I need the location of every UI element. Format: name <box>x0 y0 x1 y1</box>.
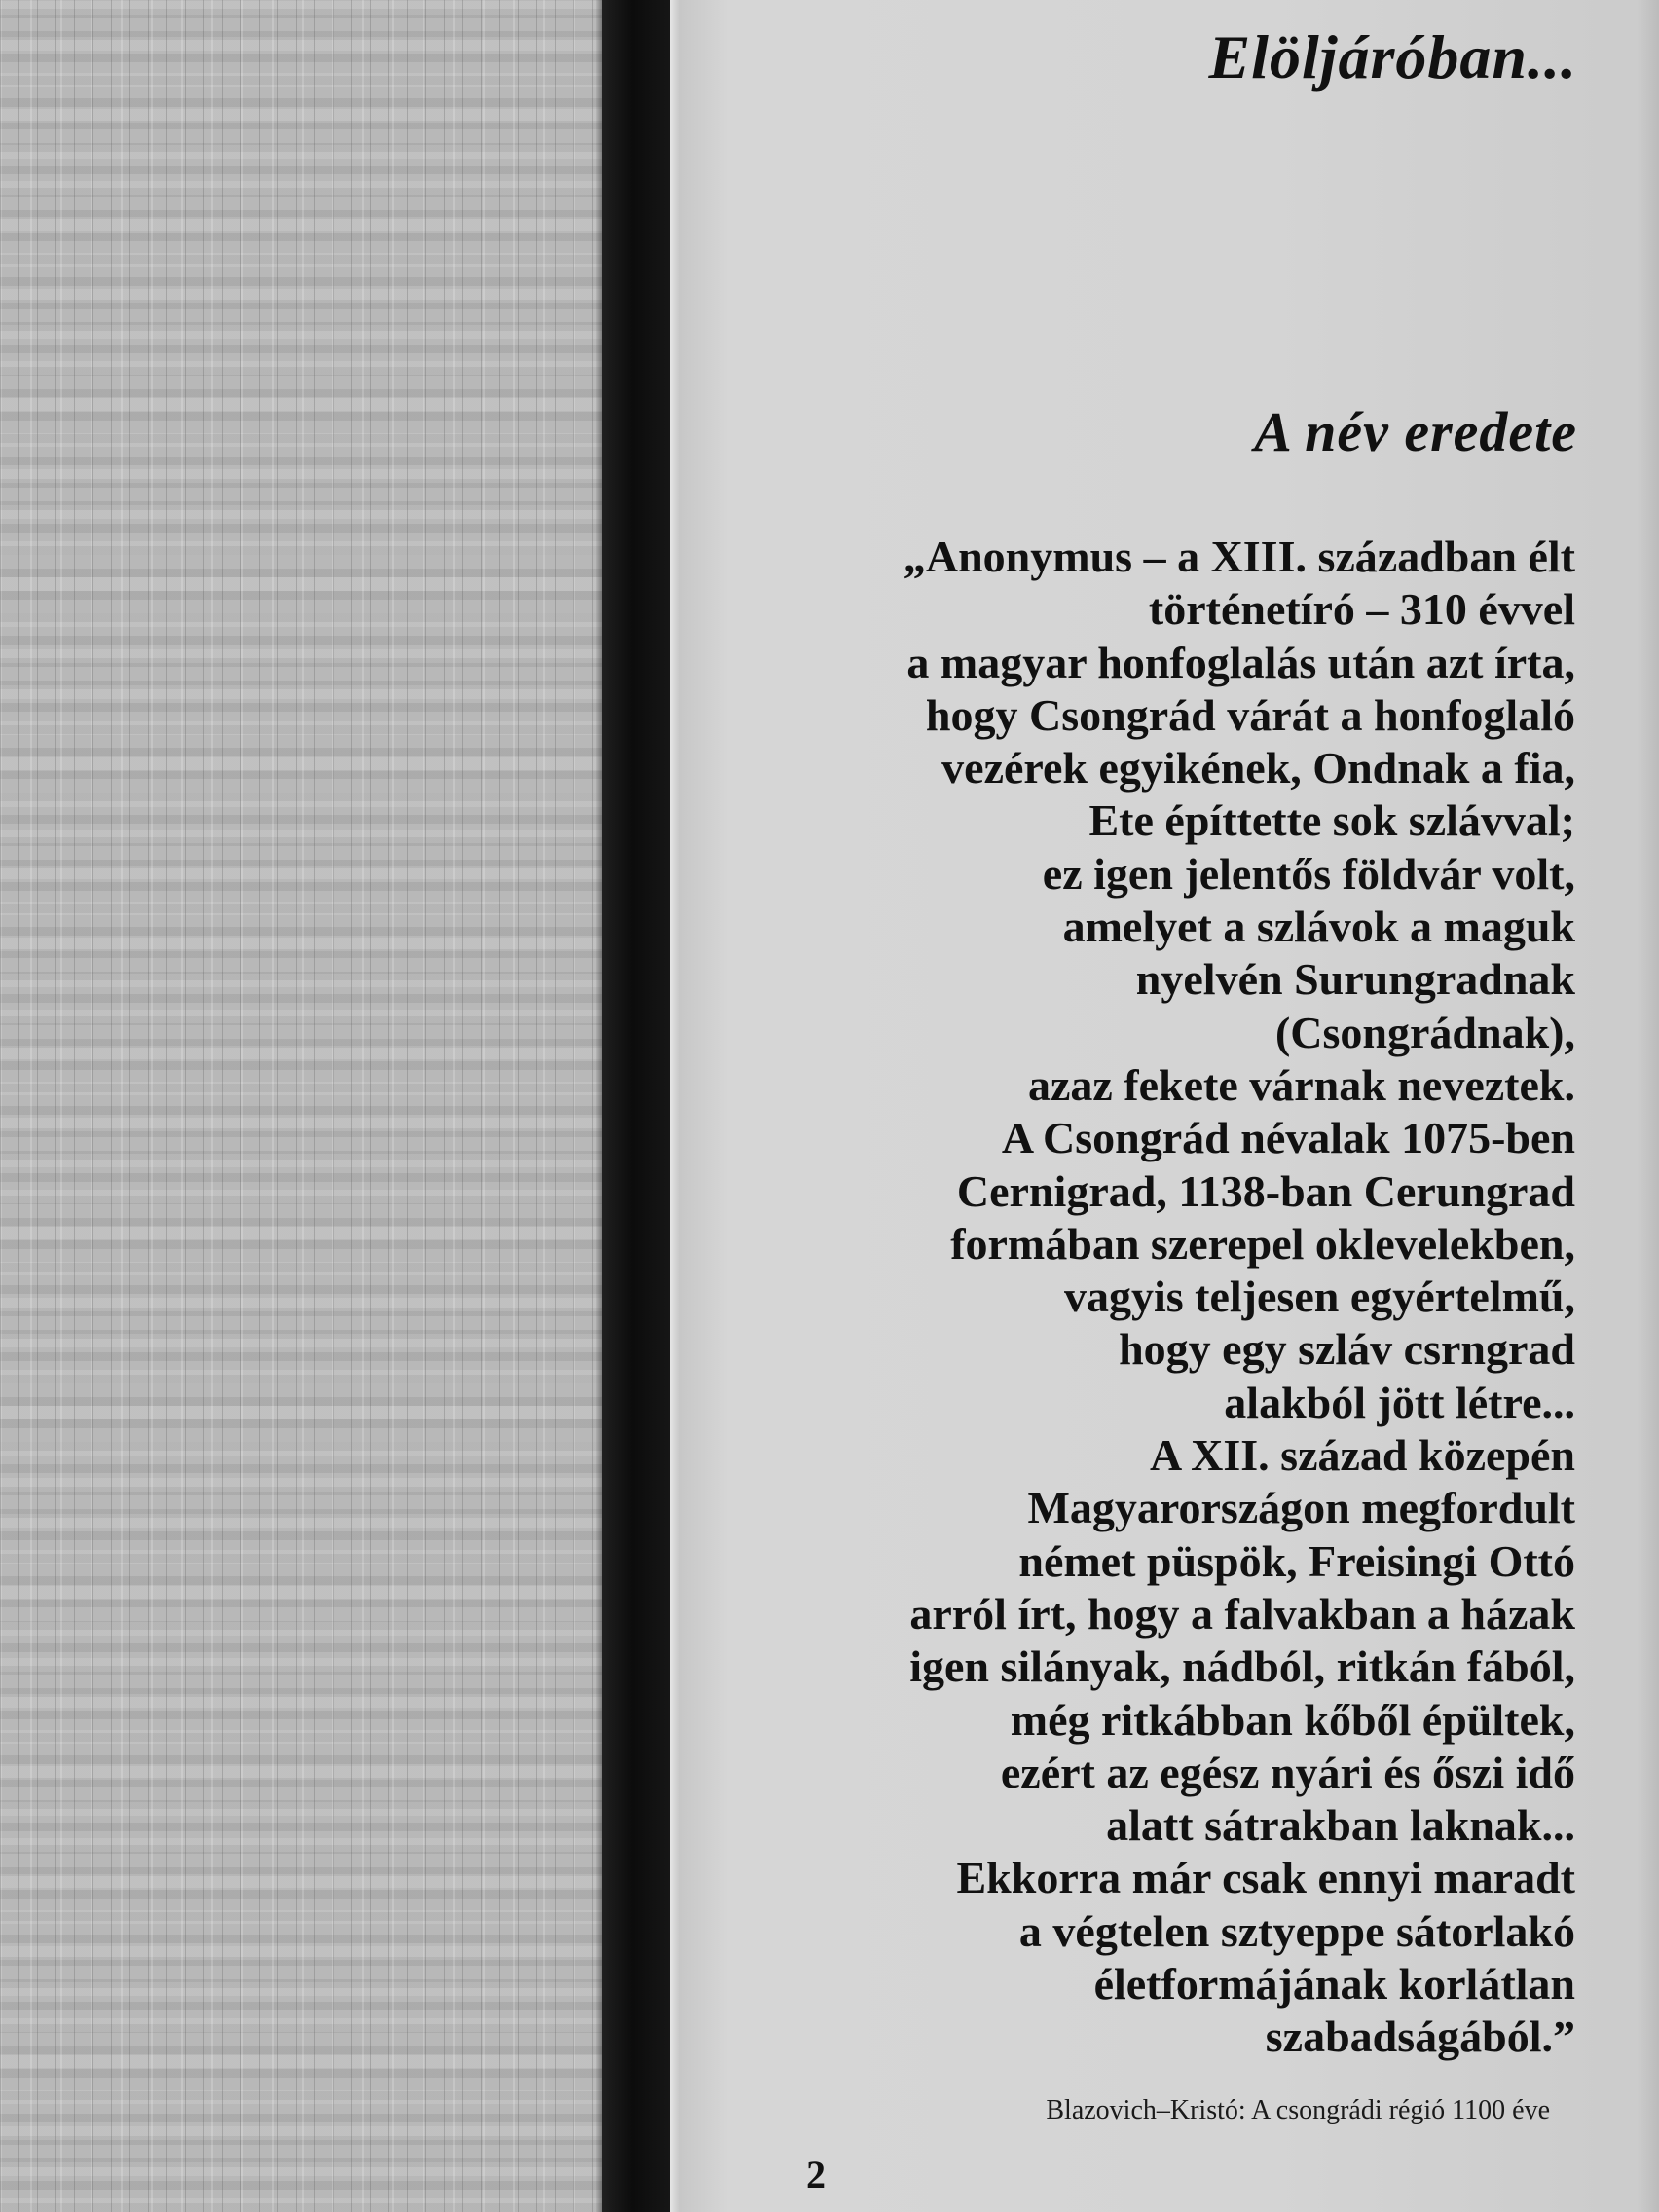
quote-line: (Csongrádnak), <box>1274 1007 1575 1057</box>
page-title: Elöljáróban... <box>1208 22 1577 92</box>
quote-line: vezérek egyikének, Ondnak a fia, <box>941 743 1575 793</box>
quote-line: Cernigrad, 1138-ban Cerungrad <box>956 1165 1575 1216</box>
quote-block <box>777 531 1575 2064</box>
quote-line: arról írt, hogy a falvakban a házak <box>909 1588 1575 1639</box>
quote-line: ezért az egész nyári és őszi idő <box>1000 1747 1575 1797</box>
quote-line: szabadságából.” <box>1265 2011 1575 2062</box>
page-edge-shadow <box>1638 0 1659 2212</box>
quote-line: formában szerepel oklevelekben, <box>950 1218 1575 1269</box>
quote-line: A XII. század közepén <box>1149 1430 1575 1481</box>
quote-line: amelyet a szlávok a maguk <box>1062 902 1575 952</box>
quote-line: a végtelen sztyeppe sátorlakó <box>1018 1905 1575 1956</box>
section-title: A név eredete <box>1254 400 1577 463</box>
quote-line: Magyarországon megfordult <box>1027 1483 1575 1533</box>
quote-line: Ete építtette sok szlávval; <box>1088 795 1575 846</box>
quote-line: alatt sátrakban laknak... <box>1106 1800 1575 1851</box>
quote-line: ez igen jelentős földvár volt, <box>1042 848 1575 899</box>
book-page <box>670 0 1659 2212</box>
quote-line: még ritkábban kőből épültek, <box>1010 1694 1575 1745</box>
quote-line: történetíró – 310 évvel <box>1148 584 1575 635</box>
book-gutter <box>602 0 670 2212</box>
quote-line: hogy Csongrád várát a honfoglaló <box>925 689 1575 740</box>
book-cover-board <box>0 0 602 2212</box>
quote-line: hogy egy szláv csrngrad <box>1119 1324 1575 1375</box>
quote-line: igen silányak, nádból, ritkán fából, <box>909 1641 1575 1692</box>
quote-line: életformájának korlátlan <box>1093 1959 1575 2009</box>
quote-line: német püspök, Freisingi Ottó <box>1018 1535 1575 1586</box>
page-number: 2 <box>806 2153 826 2196</box>
quote-line: A Csongrád névalak 1075-ben <box>1001 1113 1575 1163</box>
quote-line: „Anonymus – a XIII. században élt <box>903 532 1575 581</box>
quote-line: vagyis teljesen egyértelmű, <box>1063 1272 1575 1322</box>
quote-line: Ekkorra már csak ennyi maradt <box>956 1853 1575 1903</box>
quote-line: alakból jött létre... <box>1224 1377 1575 1427</box>
quote-line: a magyar honfoglalás után azt írta, <box>906 637 1575 687</box>
quote-line: azaz fekete várnak neveztek. <box>1027 1059 1575 1110</box>
quote-line: nyelvén Surungradnak <box>1135 954 1575 1005</box>
quote-attribution: Blazovich–Kristó: A csongrádi régió 1100 éve <box>1046 2095 1550 2125</box>
